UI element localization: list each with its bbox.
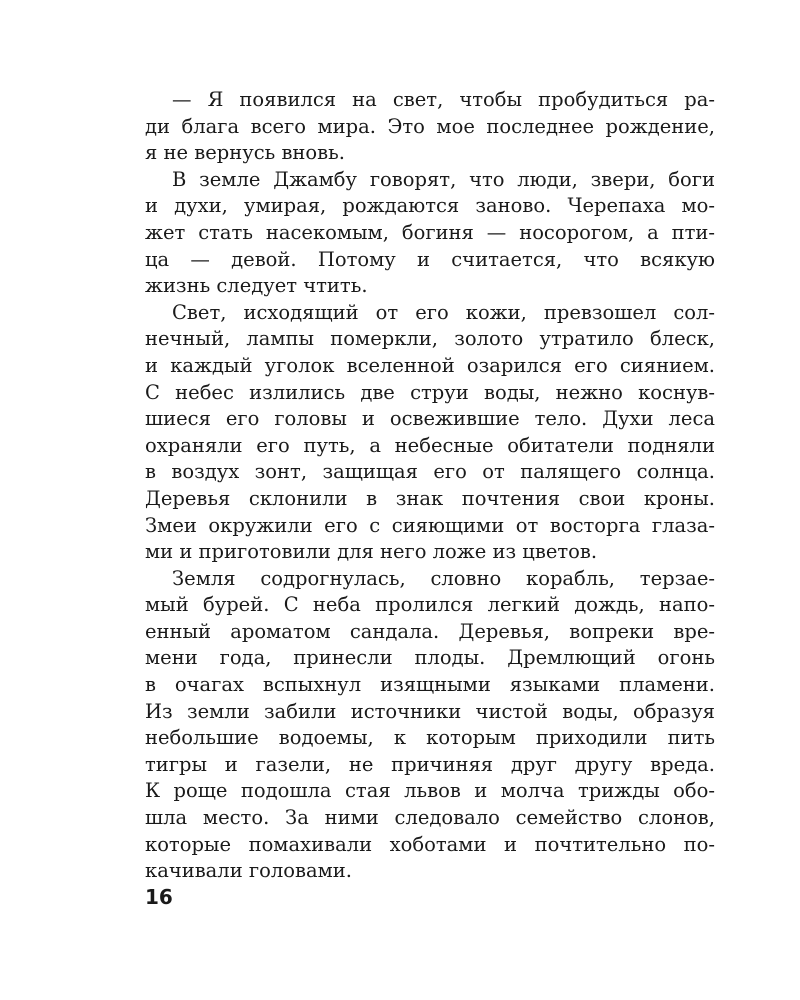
text-line: мени года, принесли плоды. Дремлющий огонь — [145, 646, 715, 670]
text-line: и каждый уголок вселенной озарился его сиянием. — [145, 353, 715, 377]
text-line: нечный, лампы померкли, золото утратило блеск, — [145, 327, 715, 351]
text-line: С небес излились две струи воды, нежно коснув- — [145, 380, 715, 404]
text-line: В земле Джамбу говорят, что люди, звери, боги — [172, 167, 715, 191]
text-line: Земля содрогнулась, словно корабль, терзае- — [172, 566, 715, 590]
text-line: охраняли его путь, а небесные обитатели подняли — [145, 433, 715, 457]
text-line: енный ароматом сандала. Деревья, вопреки вре- — [145, 619, 715, 643]
text-line: в воздух зонт, защищая его от палящего солнца. — [145, 460, 715, 484]
text-line: качивали головами. — [145, 859, 352, 883]
text-line: в очагах вспыхнул изящными языками пламени. — [145, 673, 715, 697]
text-line: — Я появился на свет, чтобы пробудиться ра- — [172, 88, 715, 111]
text-line: Змеи окружили его с сияющими от восторга глаза- — [145, 513, 715, 537]
text-line: жет стать насекомым, богиня — носорогом, а пти- — [145, 220, 715, 244]
body-text — [145, 87, 715, 885]
text-line: которые помахивали хоботами и почтительно по- — [145, 832, 715, 856]
text-line: ца — девой. Потому и считается, что всякую — [145, 247, 715, 271]
text-line: ди блага всего мира. Это мое последнее рождение, — [145, 114, 715, 138]
text-line: мый бурей. С неба пролился легкий дождь, напо- — [145, 593, 715, 617]
page-number: 16 — [145, 885, 173, 909]
text-line: шла место. За ними следовало семейство слонов, — [145, 806, 715, 830]
text-line: шиеся его головы и освежившие тело. Духи леса — [145, 407, 715, 431]
text-line: К роще подошла стая львов и молча трижды обо- — [145, 779, 715, 803]
text-line: ми и приготовили для него ложе из цветов. — [145, 540, 598, 564]
text-line: Из земли забили источники чистой воды, образуя — [145, 699, 715, 723]
text-line: жизнь следует чтить. — [145, 274, 368, 298]
text-line: Деревья склонили в знак почтения свои кроны. — [145, 486, 715, 510]
text-line: небольшие водоемы, к которым приходили пить — [145, 726, 715, 750]
text-line: и духи, умирая, рождаются заново. Черепаха мо- — [145, 194, 715, 218]
text-line: Свет, исходящий от его кожи, превзошел сол- — [172, 300, 715, 324]
text-line: я не вернусь вновь. — [145, 141, 345, 165]
text-line: тигры и газели, не причиняя друг другу вреда. — [145, 752, 715, 776]
